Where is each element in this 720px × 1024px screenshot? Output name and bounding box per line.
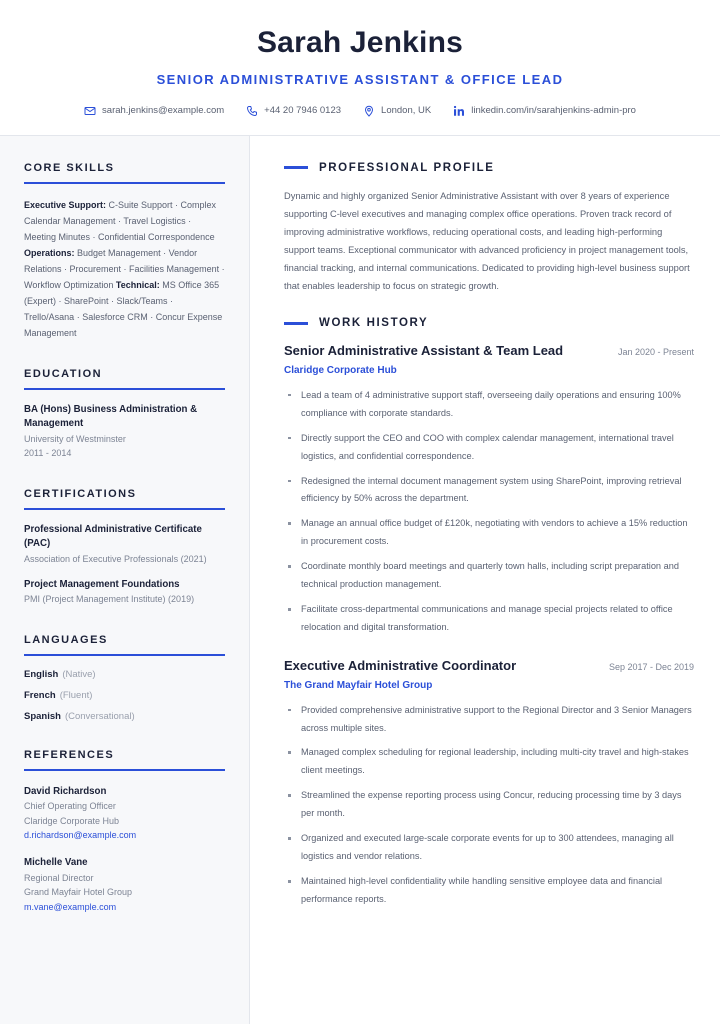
heading-dash-icon (284, 322, 308, 325)
job-bullet: Maintained high-level confidentiality while handling sensitive employee data and financial performance reports. (284, 873, 694, 909)
linkedin-icon (453, 105, 465, 117)
section-certifications (24, 488, 225, 607)
candidate-subtitle: SENIOR ADMINISTRATIVE ASSISTANT & OFFICE LEAD (156, 71, 564, 87)
core-skills-rule (24, 182, 225, 184)
language-item (24, 690, 225, 701)
candidate-name: Sarah Jenkins (256, 26, 464, 59)
contact-location-text: London, UK (381, 105, 432, 116)
job-bullet: Facilitate cross-departmental communications and manage special projects related to office relocation and digital transformation. (284, 601, 694, 637)
contact-phone-text: +44 20 7946 0123 (264, 105, 342, 116)
language-level: (Native) (62, 668, 96, 680)
education-years: 2011 - 2014 (24, 448, 72, 459)
reference-title: Regional Director (24, 872, 94, 883)
profile-text: Dynamic and highly organized Senior Administrative Assistant with over 8 years of experience supporting C-level executives and managing complex office operations. Proven track record of improving administrative workflows, reducing operational costs, and leading high-performing support teams. Exceptional communicator with advanced proficiency in project management tools, financial tracking, and internal communications. Dedicated to providing high-level business support that enables leadership to focus on strategic growth. (284, 190, 690, 292)
language-name: English (24, 668, 59, 680)
skill-group-value: MS Office 365 (Expert) · SharePoint · Slack/Teams · Trello/Asana · Salesforce CRM · Concur Expense Management (24, 279, 223, 338)
skill-group-label: Operations: (24, 247, 75, 258)
education-heading: EDUCATION (24, 367, 103, 380)
job-bullet: Organized and executed large-scale corporate events for up to 300 attendees, managing all logistics and vendor relations. (284, 830, 694, 866)
education-institution: University of Westminster (24, 433, 126, 444)
job-bullet: Streamlined the expense reporting process using Concur, reducing processing time by 3 days per month. (284, 787, 694, 823)
section-work-history (284, 317, 694, 909)
language-item (24, 711, 225, 722)
reference-item (24, 855, 225, 914)
certification-issuer: Association of Executive Professionals (2021) (24, 553, 207, 564)
job-title: Executive Administrative Coordinator (284, 658, 517, 674)
section-languages (24, 634, 225, 722)
job-company: The Grand Mayfair Hotel Group (284, 679, 433, 691)
phone-icon (246, 105, 258, 117)
reference-company: Grand Mayfair Hotel Group (24, 887, 133, 898)
reference-email[interactable]: m.vane@example.com (24, 901, 117, 912)
job-title: Senior Administrative Assistant & Team Lead (284, 343, 564, 359)
resume-body (0, 136, 720, 1024)
job-bullet: Managed complex scheduling for regional leadership, including multi-city travel and high-stakes client meetings. (284, 744, 694, 780)
job-header-row (284, 342, 694, 360)
skill-group-value: C-Suite Support · Complex Calendar Management · Travel Logistics · Meeting Minutes · Confidential Correspondence (24, 199, 217, 242)
job-header-row (284, 657, 694, 675)
contact-phone[interactable] (246, 105, 341, 117)
job-bullets (284, 387, 694, 637)
job-bullet: Directly support the CEO and COO with complex calendar management, international travel logistics, and confidential correspondence. (284, 430, 694, 466)
reference-name: David Richardson (24, 785, 107, 797)
heading-dash-icon (284, 166, 308, 169)
section-references (24, 749, 225, 914)
language-name: French (24, 689, 56, 701)
job-bullet: Lead a team of 4 administrative support staff, overseeing daily operations and ensuring 100% compliance with corporate standards. (284, 387, 694, 423)
certifications-heading: CERTIFICATIONS (24, 487, 137, 500)
job-bullet: Provided comprehensive administrative support to the Regional Director and 3 Senior Managers across multiple sites. (284, 702, 694, 738)
job-bullet: Redesigned the internal document management system using SharePoint, improving retrieval efficiency by 50% across the department. (284, 473, 694, 509)
sidebar (0, 136, 250, 1024)
profile-heading (284, 162, 694, 174)
education-rule (24, 388, 225, 390)
skill-group-label: Technical: (115, 279, 160, 290)
contact-row (30, 105, 690, 117)
references-heading: REFERENCES (24, 748, 115, 761)
languages-heading: LANGUAGES (24, 633, 108, 646)
reference-email[interactable]: d.richardson@example.com (24, 829, 137, 840)
certification-item (24, 523, 225, 567)
main-column (250, 136, 720, 1024)
job-date: Jan 2020 - Present (617, 347, 694, 358)
section-education (24, 368, 225, 461)
language-level: (Conversational) (64, 710, 135, 722)
job-company: Claridge Corporate Hub (284, 364, 397, 376)
job-entry (284, 657, 694, 909)
contact-location[interactable] (363, 105, 431, 117)
contact-linkedin-text: linkedin.com/in/sarahjenkins-admin-pro (471, 105, 636, 116)
language-name: Spanish (24, 710, 61, 722)
skill-group-label: Executive Support: (24, 199, 107, 210)
certification-issuer: PMI (Project Management Institute) (2019) (24, 594, 195, 605)
language-item (24, 669, 225, 680)
education-degree: BA (Hons) Business Administration & Management (24, 403, 198, 430)
work-history-heading-text: WORK HISTORY (319, 317, 429, 330)
skill-group-value: Budget Management · Vendor Relations · Procurement · Facilities Management · Workflow Optimization (24, 247, 225, 290)
job-bullet: Manage an annual office budget of £120k, negotiating with vendors to achieve a 15% reduction in procurement costs. (284, 515, 694, 551)
location-pin-icon (363, 105, 375, 117)
profile-heading-text: PROFESSIONAL PROFILE (319, 161, 495, 174)
certifications-rule (24, 508, 225, 510)
contact-email-text: sarah.jenkins@example.com (102, 105, 225, 116)
reference-company: Claridge Corporate Hub (24, 815, 120, 826)
language-level: (Fluent) (59, 689, 93, 701)
certification-item (24, 578, 225, 607)
envelope-icon (84, 105, 96, 117)
certification-title: Project Management Foundations (24, 578, 180, 590)
job-entry (284, 342, 694, 637)
reference-name: Michelle Vane (24, 857, 88, 869)
contact-email[interactable] (84, 105, 224, 117)
core-skills-heading: CORE SKILLS (24, 161, 115, 174)
section-core-skills (24, 162, 225, 341)
job-bullets (284, 702, 694, 909)
work-history-heading (284, 317, 694, 329)
section-professional-profile (284, 162, 694, 296)
resume-header (0, 0, 720, 136)
certification-title: Professional Administrative Certificate (PAC) (24, 523, 202, 550)
reference-item (24, 784, 225, 843)
contact-linkedin[interactable] (453, 105, 636, 117)
job-bullet: Coordinate monthly board meetings and quarterly town halls, including script preparation and technical production management. (284, 558, 694, 594)
references-rule (24, 769, 225, 771)
job-date: Sep 2017 - Dec 2019 (608, 662, 694, 673)
core-skills-body (24, 197, 225, 341)
languages-rule (24, 654, 225, 656)
reference-title: Chief Operating Officer (24, 801, 116, 812)
